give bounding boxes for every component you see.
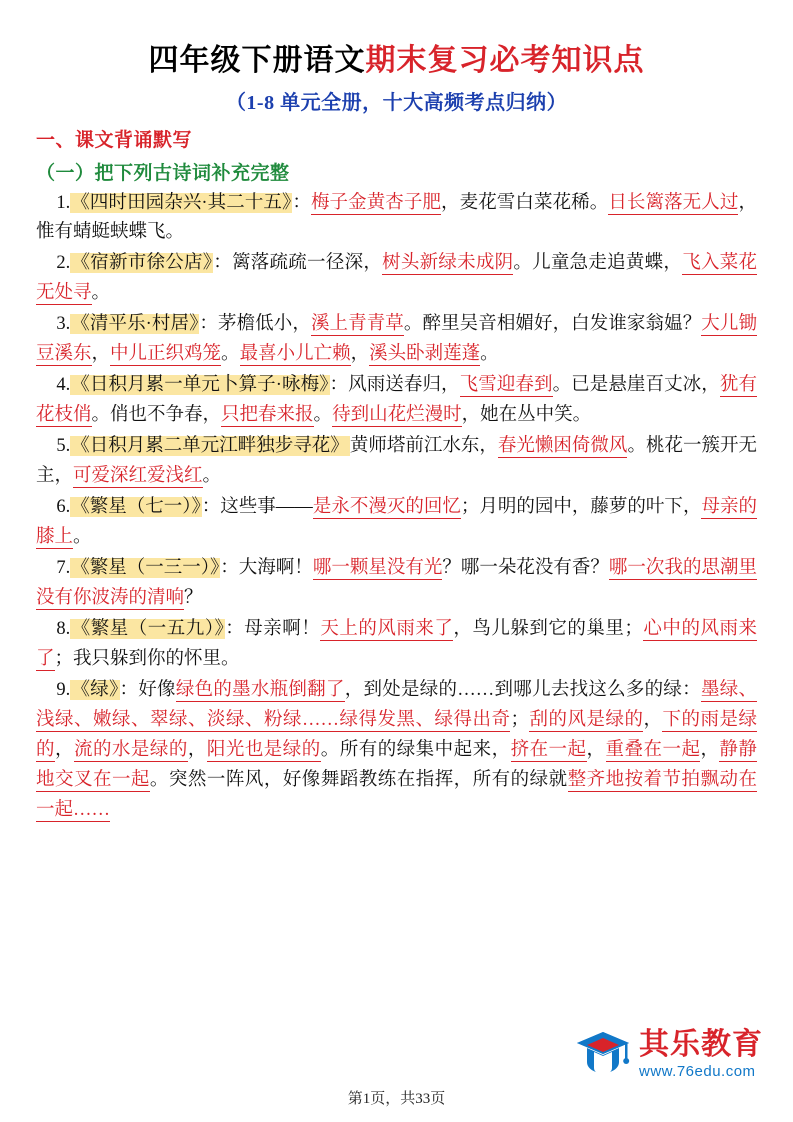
poem-number: 3. — [56, 314, 71, 335]
answer-text: 重叠在一起 — [605, 739, 701, 760]
body-text: ，麦花雪白菜花稀。 — [441, 192, 609, 213]
answer-text: 飞雪迎春到 — [459, 375, 553, 396]
answer-text: 整齐地按着节拍飘动在一起…… — [36, 769, 757, 820]
poem-number: 6. — [56, 497, 71, 518]
answer-text: 下的雨是绿的 — [36, 709, 757, 760]
body-text: ；月明的园中，藤萝的叶下， — [460, 497, 702, 518]
poem-title: 《清平乐·村居》 — [71, 314, 199, 335]
answer-text: 溪头卧剥莲蓬 — [369, 344, 481, 365]
body-text: ：好像 — [119, 680, 176, 700]
body-text: ： — [292, 192, 311, 213]
poem-item — [36, 615, 757, 675]
answer-text: 只把春来报 — [221, 405, 314, 426]
body-text: ，鸟儿躲到它的巢里； — [453, 619, 643, 640]
logo-name: 其乐教育 — [639, 1027, 763, 1061]
poem-item — [36, 371, 757, 431]
body-text: ， — [586, 739, 606, 760]
body-text: ：大海啊！ — [220, 558, 313, 579]
title-red-part: 期末复习必考知识点 — [365, 44, 645, 77]
answer-text: 刮的风是绿的 — [528, 709, 644, 730]
body-text: 。俏也不争春， — [91, 405, 222, 426]
body-text: ：母亲啊！ — [225, 619, 321, 640]
body-text: ， — [91, 344, 111, 365]
body-text: ， — [187, 739, 207, 760]
body-text: 。 — [480, 344, 499, 365]
body-text: 。儿童急走追黄蝶， — [513, 253, 683, 274]
body-text: ：篱落疏疏一径深， — [213, 253, 383, 274]
poem-number: 5. — [56, 436, 71, 457]
poem-title: 《繁星（七一）》 — [71, 497, 201, 518]
body-text: ；我只躲到你的怀里。 — [54, 649, 240, 670]
answer-text: 哪一颗星没有光 — [312, 558, 443, 579]
poem-number: 1. — [56, 192, 71, 213]
page-title — [36, 42, 757, 80]
answer-text: 天上的风雨来了 — [320, 619, 454, 640]
body-text: 。 — [91, 283, 111, 304]
body-text: ， — [350, 344, 370, 365]
answer-text: 待到山花烂漫时 — [332, 405, 462, 426]
poem-item — [36, 310, 757, 370]
answer-text: 静静地交叉在一起 — [36, 739, 757, 790]
body-text: ， — [643, 709, 663, 730]
body-text: 。 — [313, 405, 333, 426]
poem-number: 8. — [56, 619, 71, 640]
poem-item — [36, 493, 757, 553]
answer-text: 阳光也是绿的 — [206, 739, 321, 760]
body-text: 。已是悬崖百丈冰， — [552, 375, 720, 396]
answer-text: 犹有花枝俏 — [36, 375, 757, 426]
body-text: 。 — [73, 527, 92, 548]
poem-title: 《繁星（一五九）》 — [71, 619, 225, 640]
answer-text: 日长篱落无人过 — [608, 192, 739, 213]
body-text: 。所有的绿集中起来， — [320, 739, 511, 760]
body-text: 。桃花一簇开无主， — [36, 436, 757, 487]
poem-number: 2. — [56, 253, 71, 274]
body-text: ，到处是绿的……到哪儿去找这么多的绿： — [344, 680, 701, 700]
title-black-part: 四年级下册语文 — [148, 44, 366, 77]
body-text: ：这些事—— — [201, 497, 313, 518]
section-heading: 一、课文背诵默写 — [36, 129, 193, 151]
answer-text: 春光懒困倚微风 — [497, 436, 628, 457]
graduation-cap-icon — [575, 1028, 631, 1080]
body-text: ，惟有蜻蜓蛱蝶飞。 — [36, 192, 757, 243]
poem-item — [36, 554, 757, 614]
poem-title: 《日积月累二单元江畔独步寻花》 — [71, 436, 349, 457]
body-text: ； — [510, 709, 529, 730]
body-text: ， — [700, 739, 720, 760]
answer-text: 哪一次我的思潮里没有你波涛的清响 — [36, 558, 757, 609]
answer-text: 母亲的膝上 — [36, 497, 757, 548]
body-text: 黄师塔前江水东， — [349, 436, 498, 457]
poem-number: 7. — [56, 558, 71, 579]
body-text: 。 — [202, 466, 222, 487]
body-text: 。突然一阵风，好像舞蹈教练在指挥，所有的绿就 — [149, 769, 568, 790]
answer-text: 可爱深红爱浅红 — [73, 466, 203, 487]
answer-text: 树头新绿未成阴 — [382, 253, 514, 274]
body-text: 。 — [221, 344, 240, 365]
poem-title: 《繁星（一三一）》 — [71, 558, 220, 579]
body-text: ？ — [184, 588, 203, 609]
answer-text: 溪上青青草 — [310, 314, 404, 335]
body-text: ， — [54, 739, 74, 760]
answer-text: 是永不漫灭的回忆 — [312, 497, 461, 518]
answer-text: 心中的风雨来了 — [36, 619, 757, 670]
answer-text: 挤在一起 — [510, 739, 587, 760]
answer-text: 最喜小儿亡赖 — [239, 344, 351, 365]
page-subtitle: （1-8 单元全册，十大高频考点归纳） — [225, 91, 568, 114]
answer-text: 绿色的墨水瓶倒翻了 — [175, 680, 345, 700]
poem-item — [36, 432, 757, 492]
page-footer: 第1页，共33页 — [347, 1091, 446, 1107]
poem-item — [36, 189, 757, 249]
poem-title: 《宿新市徐公店》 — [71, 253, 213, 274]
body-text: ，她在丛中笑。 — [461, 405, 592, 426]
answer-text: 大儿锄豆溪东 — [36, 314, 757, 365]
poem-item — [36, 676, 757, 826]
logo-text — [639, 1027, 763, 1080]
body-text: 。醉里吴音相媚好，白发谁家翁媪？ — [403, 314, 702, 335]
answer-text: 流的水是绿的 — [73, 739, 188, 760]
logo-url: www.76edu.com — [639, 1062, 756, 1080]
body-text: ：风雨送春归， — [329, 375, 460, 396]
poem-title: 《四时田园杂兴·其二十五》 — [71, 192, 292, 213]
answer-text: 梅子金黄杏子肥 — [310, 192, 442, 213]
body-text: ？哪一朵花没有香？ — [442, 558, 609, 579]
poem-list — [36, 189, 757, 826]
poem-title: 《绿》 — [71, 680, 119, 700]
site-logo — [575, 1028, 763, 1080]
poem-number: 9. — [56, 680, 71, 700]
poem-item — [36, 249, 757, 309]
poem-number: 4. — [56, 375, 71, 396]
answer-text: 飞入菜花无处寻 — [36, 253, 757, 304]
answer-text: 墨绿、浅绿、嫩绿、翠绿、淡绿、粉绿……绿得发黑、绿得出奇 — [36, 680, 757, 730]
body-text: ：茅檐低小， — [199, 314, 311, 335]
answer-text: 中儿正织鸡笼 — [110, 344, 222, 365]
subsection-heading: （一）把下列古诗词补充完整 — [36, 162, 290, 184]
poem-title: 《日积月累一单元卜算子·咏梅》 — [71, 375, 329, 396]
